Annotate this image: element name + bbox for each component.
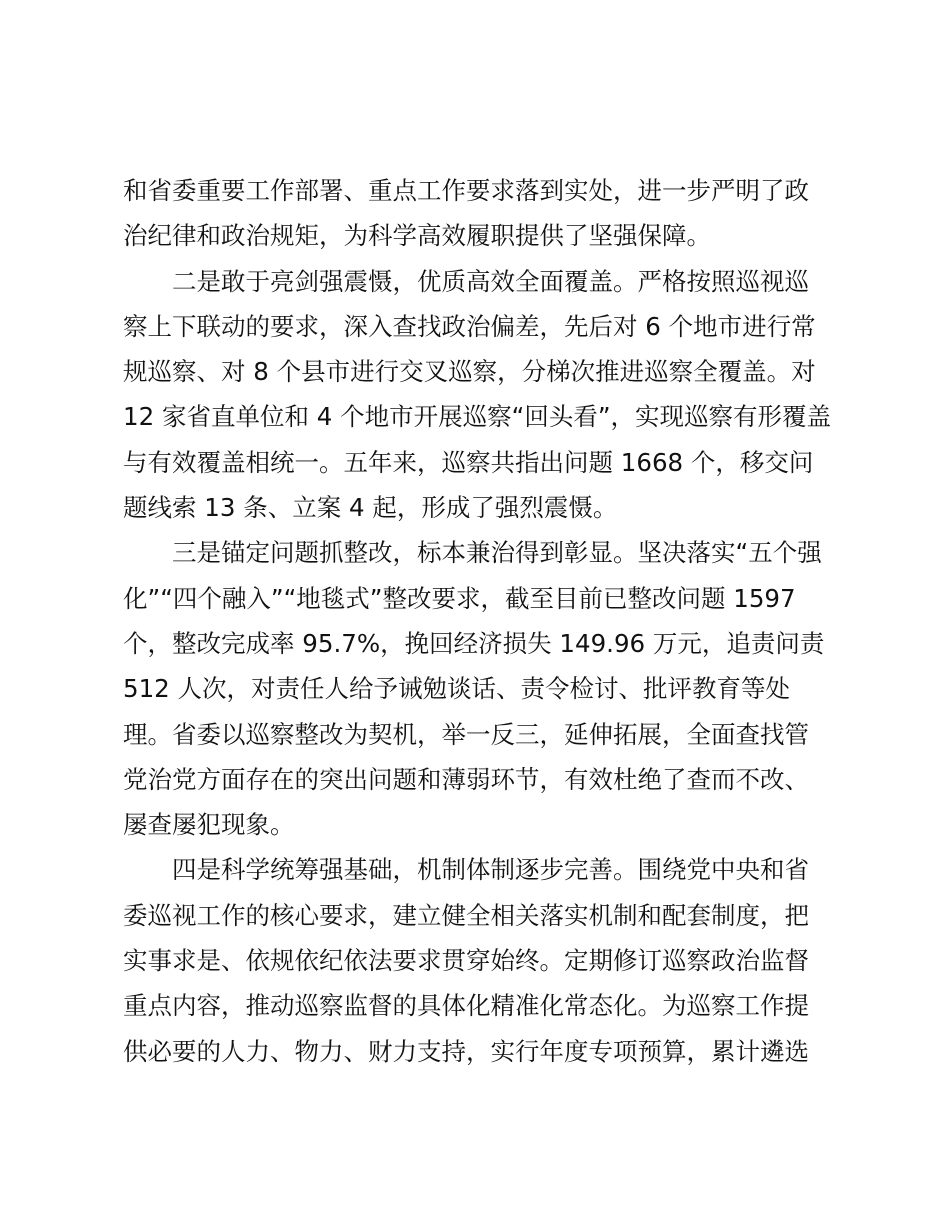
text-line: 个，整改完成率 95.7%，挽回经济损失 149.96 万元，追责问责 — [123, 628, 825, 658]
text-line: 理。省委以巡察整改为契机，举一反三，延伸拓展，全面查找管 — [123, 719, 809, 749]
text-line: 重点内容，推动巡察监督的具体化精准化常态化。为巡察工作提 — [123, 991, 809, 1021]
text-line: 党治党方面存在的突出问题和薄弱环节，有效杜绝了查而不改、 — [123, 764, 809, 794]
text-line: 屡查屡犯现象。 — [123, 810, 295, 840]
text-line: 规巡察、对 8 个县市进行交叉巡察，分梯次推进巡察全覆盖。对 — [123, 357, 816, 387]
text-line: 委巡视工作的核心要求，建立健全相关落实机制和配套制度，把 — [123, 900, 809, 930]
text-line: 12 家省直单位和 4 个地市开展巡察“回头看”，实现巡察有形覆盖 — [123, 402, 832, 432]
text-line: 四是科学统筹强基础，机制体制逐步完善。围绕党中央和省 — [123, 855, 809, 885]
text-line: 化”“四个融入”“地毯式”整改要求，截至目前已整改问题 1597 — [123, 583, 796, 613]
text-line: 题线索 13 条、立案 4 起，形成了强烈震慑。 — [123, 493, 618, 523]
text-line: 二是敢于亮剑强震慑，优质高效全面覆盖。严格按照巡视巡 — [123, 266, 809, 296]
text-line: 治纪律和政治规矩，为科学高效履职提供了坚强保障。 — [123, 221, 711, 251]
text-line: 供必要的人力、物力、财力支持，实行年度专项预算，累计遴选 — [123, 1036, 809, 1066]
text-line: 与有效覆盖相统一。五年来，巡察共指出问题 1668 个，移交问 — [123, 447, 814, 477]
body-text — [123, 168, 835, 1074]
text-line: 实事求是、依规依纪依法要求贯穿始终。定期修订巡察政治监督 — [123, 946, 809, 976]
text-line: 察上下联动的要求，深入查找政治偏差，先后对 6 个地市进行常 — [123, 311, 816, 341]
text-line: 512 人次，对责任人给予诫勉谈话、责令检讨、批评教育等处 — [123, 674, 791, 704]
text-line: 三是锚定问题抓整改，标本兼治得到彰显。坚决落实“五个强 — [123, 538, 822, 568]
text-line: 和省委重要工作部署、重点工作要求落到实处，进一步严明了政 — [123, 176, 809, 205]
